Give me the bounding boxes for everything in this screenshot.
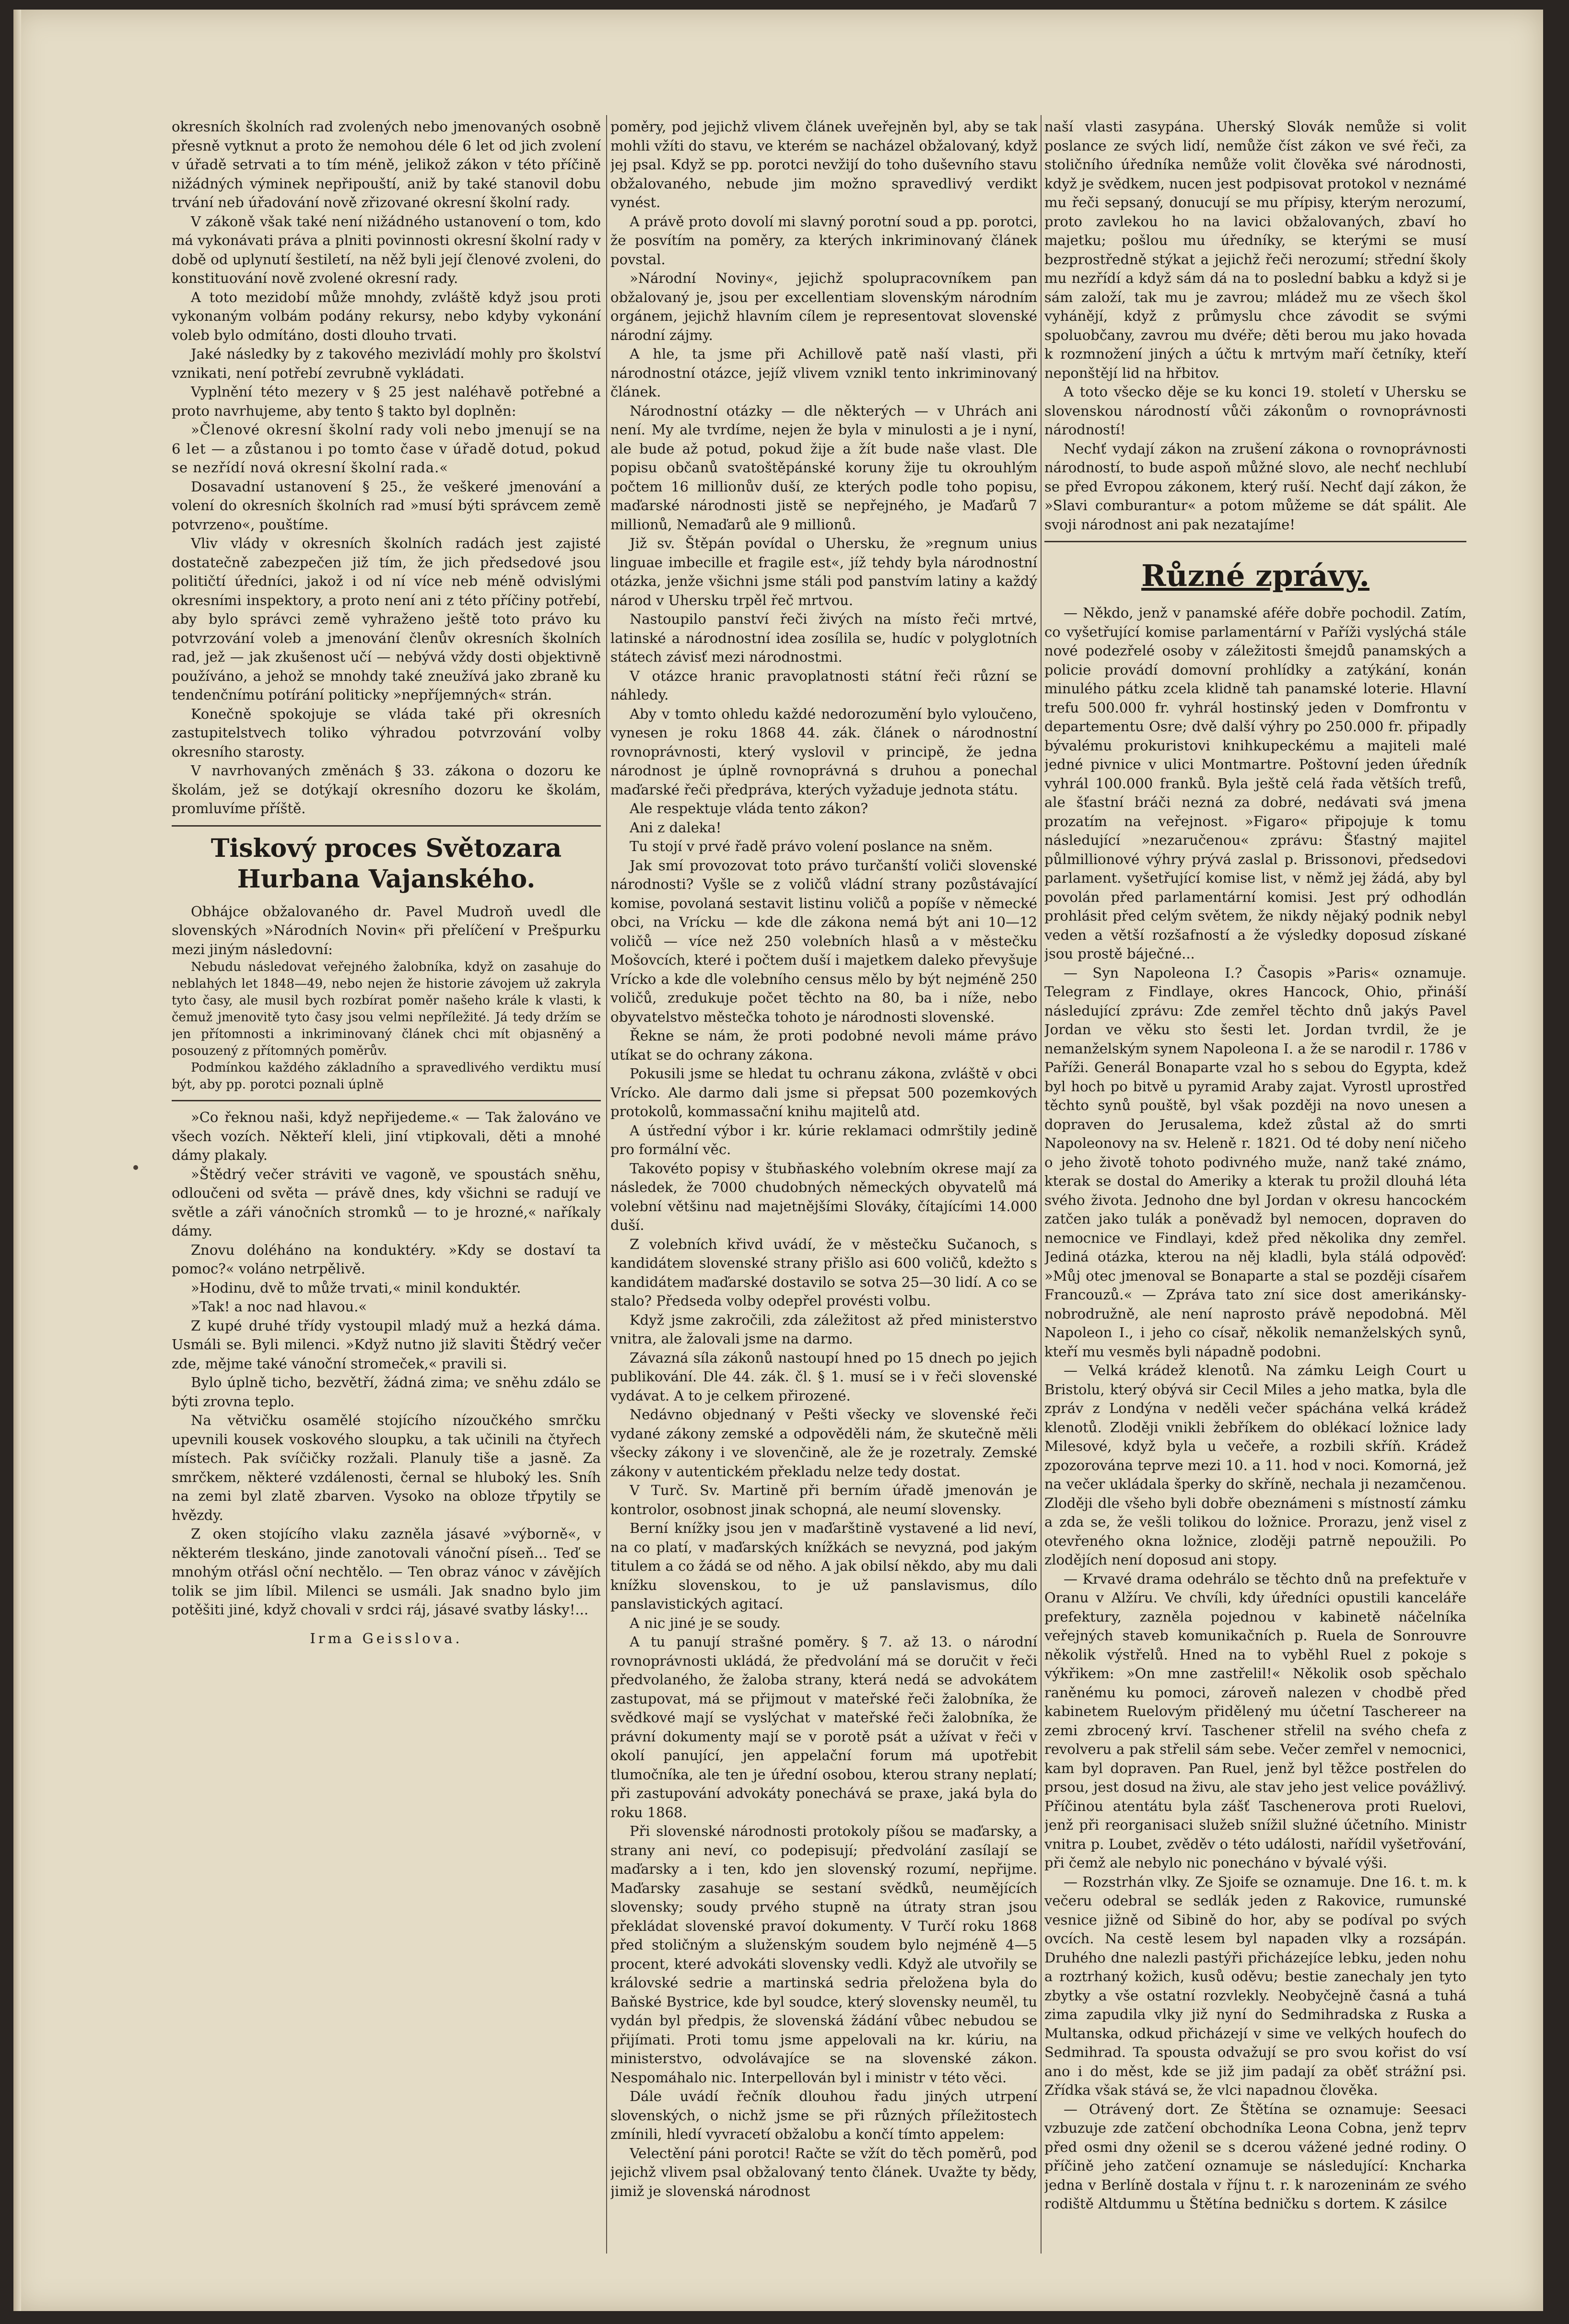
paragraph: Velectění páni porotci! Račte se vžít do těch poměrů, pod jejichž vlivem psal obžalovaný tento článek. Uvažte ty bědy, jimiž je slovenská národnost: [610, 2145, 1037, 2199]
news-item: — Krvavé drama odehrálo se těchto dnů na prefektuře v Oranu v Alžíru. Ve chvíli, kdy úředníci opustili kanceláře prefektury, zazněla pojednou v kabinetě náčelníka veřejných staveb komunikačních p. Ruela de Sonrouvre několik výstřelů. Hned na to vyběhl Ruel z pokoje s výkřikem: »On mne zastřelil!« Několik osob spěchalo raněnému ku pomoci, zároveň nalezen v chodbě před kabinetem Ruelovým přidělený mu účetní Taschereer na zemi zbrocený krví. Taschener střelil na svého chefa z revolveru a pak střelil sám sebe. Večer zemřel v nemocnici, kam byl dopraven. Pan Ruel, jenž byl těžce postřelen do prsou, jest dosud na živu, ale stav jeho jest velice povážlivý. Příčinou atentátu byla zášť Taschenerova proti Ruelovi, jenž při reorganisaci služeb snížil služné účetního. Ministr vnitra p. Loubet, zvěděv o této události, nařídil vyšetřování, při čemž ale nebylo nic ponecháno v bývalé výši.: [1044, 1570, 1466, 1871]
paragraph: Konečně spokojuje se vláda také při okresních zastupitelstvech toliko výhradou potvrzování volby okresního starosty.: [172, 705, 601, 760]
paragraph: Takovéto popisy v štubňaského volebním okrese mají za následek, že 7000 chudobných německých obyvatelů má volební většinu nad majetnějšími Slováky, čítajícími 14.000 duší.: [610, 1160, 1037, 1233]
paragraph: Jak smí provozovat toto právo turčanští voliči slovenské národnosti? Vyšle se z voličů vládní strany pozůstávající komise, povolaná sestavit listinu voličů a popíše v německé obci, na Vrícku — kde dle zákona nemá být ani 10—12 voličů — více než 250 volebních hlasů a v městečku Mošovcích, které i počtem duší i majetkem daleko převyšuje Vrícko a kde dle volebního census mělo by být nejméně 250 voličů, zredukuje počet těchto na 80, ba i níže, nebo obyvatelstvo městečka tohoto je národnosti slovenské.: [610, 857, 1037, 1025]
paragraph: Ale respektuje vláda tento zákon?: [630, 800, 868, 817]
news-item: — Rozstrhán vlky. Ze Sjoife se oznamuje. Dne 16. t. m. k večeru odebral se sedlák jeden z Rakovice, rumunské vesnice jižně od Sibině do hor, aby se podíval po svých ovcích. Na cestě lesem byl napaden vlky a rozsápán. Druhého dne nalezli pastýři přicházejíce lebku, jeden nohu a roztrhaný kožich, kusů oděvu; bestie zanechaly jen tyto zbytky a vše ostatní rozvlekly. Neobyčejně časná a tuhá zima zapudila vlky již nyní do Sedmihradska z Ruska a Multanska, odkud přicházejí v sime ve velkých houfech do Sedmihrad. Ta spousta odvažují se pro svou kořist do vsí ano i do měst, kde se již jim padají za oběť strážní psi. Zřídka však stává se, že vlci napadnou člověka.: [1044, 1873, 1466, 2098]
paragraph: Dále uvádí řečník dlouhou řadu jiných utrpení slovenských, o nichž jsme se při různých příležitostech zmínili, hledí vyvracetí obžalobu a končí tímto appelem:: [610, 2088, 1037, 2142]
paragraph: Řekne se nám, že proti podobné nevoli máme právo utíkat se do ochrany zákona.: [610, 1028, 1037, 1063]
paragraph: Nedávno objednaný v Pešti všecky ve slovenské řeči vydané zákony zemské a odpověděli nám, že skutečně měli všecky zákony i ve slovenčině, ale že je rozetraly. Zemské zákony v autentickém překladu nelze tedy dostat.: [610, 1406, 1037, 1480]
paragraph: Tu stojí v prvé řadě právo volení poslance na sněm.: [630, 838, 993, 854]
section-rule: [1044, 541, 1466, 542]
page-mark: [133, 1165, 138, 1170]
paragraph: V zákoně však také není nižádného ustanovení o tom, kdo má vykonávati práva a plniti povinnosti okresní školní rady v době od uplynutí šestiletí, na něž byli její členové zvoleni, do konstituování nově zvolené okresní rady.: [172, 213, 601, 286]
paragraph: Berní knížky jsou jen v maďarštině vystavené a lid neví, na co platí, v maďarských knížkách se nevyzná, pod jakým titulem a co žádá se od něho. A jak obilsí někdo, aby mu dali knížku slovenskou, to je už panslavismus, dílo panslavistických agitací.: [610, 1520, 1037, 1612]
paragraph: V Turč. Sv. Martině při berním úřadě jmenován je kontrolor, osobnost jinak schopná, ale neumí slovensky.: [610, 1482, 1037, 1518]
paragraph: A nic jiné je se soudy.: [630, 1614, 781, 1631]
page-edge: [13, 10, 21, 2311]
paragraph: »Členové okresní školní rady voli nebo jmenují se na 6 let — a zůstanou i po tomto čase v úřadě dotud, pokud se nezřídí nová okresní školní rada.«: [172, 421, 601, 476]
paragraph: Již sv. Štěpán povídal o Uhersku, že »regnum unius linguae imbecille et fragile est«, jíž tehdy byla národnostní otázka, jenže všichni jsme stáli pod panstvím latiny a každý národ v Uhersku trpěl řeč mrtvou.: [610, 535, 1037, 608]
story-paragraph: Z kupé druhé třídy vystoupil mladý muž a hezká dáma. Usmáli se. Byli milenci. »Když nutno již slaviti Štědrý večer zde, mějme také vánoční stromeček,« pravili si.: [172, 1317, 601, 1372]
story-paragraph: »Co řeknou naši, když nepřijedeme.« — Tak žalováno ve všech vozích. Někteří kleli, jiní vtipkovali, děti a mnohé dámy plakaly.: [172, 1109, 601, 1163]
paragraph: okresních školních rad zvolených nebo jmenovaných osobně přesně vytknut a proto že nemohou déle 6 let od jich zvolení v úřadě setrvati a to tím méně, jelikož zákon v této příčině nižádných výminek nepřipouští, aniž by také stanovil dobu trvání neb úřadování nově zřizované okresní školní rady.: [172, 118, 601, 210]
paragraph: Pokusili jsme se hledat tu ochranu zákona, zvláště v obci Vrícko. Ale darmo dali jsme si přepsat 500 pozemkových protokolů, kommassační knihu majitelů atd.: [610, 1065, 1037, 1120]
paragraph: Aby v tomto ohledu každé nedorozumění bylo vyloučeno, vynesen je roku 1868 44. zák. článek o národnostní rovnoprávnosti, který vyslovil v principě, že jedna národnost je úplně rovnoprávná s druhou a ponechal maďarské řeči předpráva, kterých vyžaduje jednota státu.: [610, 705, 1037, 798]
paragraph: Dosavadní ustanovení § 25., že veškeré jmenování a volení do okresních školních rad »musí býti správcem země potvrzeno«, pouštíme.: [172, 478, 601, 533]
news-item: — Otrávený dort. Ze Štětína se oznamuje: Seesaci vzbuzuje zde zatčení obchodníka Leona Cobna, jenž teprv před osmi dny oženil se s dcerou vážené jedné rodiny. O příčině jeho zatčení oznamuje se následující: Kncharka jedna v Berlíně dostala v říjnu t. r. k narozeninám ze svého rodiště Altdummu u Štětína bedničku s dortem. K zásilce: [1044, 2101, 1466, 2212]
paragraph: A tu panují strašné poměry. § 7. až 13. o národní rovnoprávnosti ukládá, že předvolání má se doručit v řeči předvolaného, že žaloba strany, která nedá se advokátem zastupovat, má se přijmout v mateřské řeči žalobníka, že svědkové mají se vyslýchat v mateřské řeči žalobníka, že právní dokumenty mají se v porotě psát a užívat v řeči v okolí panující, jen appelační forum má upotřebit tlumočníka, ale ten je úřední osobou, kterou strany neplatí; při zastupování advokáty ponechává se praxe, jaká byla do roku 1868.: [610, 1634, 1037, 1821]
news-item: — Velká krádež klenotů. Na zámku Leigh Court u Bristolu, který obývá sir Cecil Miles a jeho matka, byla dle zpráv z Londýna v neděli večer spáchána velká krádež klenotů. Zloději vnikli žebříkem do oblékací ložnice lady Milesové, když byla u večeře, a rozbili skříň. Krádež zpozorována teprve mezi 10. a 11. hod v noci. Komorná, jež na večer ukládala šperky do skříně, nechala ji nezamčenou. Zloději dle všeho byli dobře obeznámeni s místností zámku a zda se, že vešli tolikou do ložnice. Prorazu, jenž visel z otevřeného okna ložnice, zloději patrně nepoužili. Po zlodějích není doposud ani stopy.: [1044, 1362, 1466, 1568]
paragraph: Nebudu následovat veřejného žalobníka, když on zasahuje do neblahých let 1848—49, nebo nejen že historie závojem už zakryla tyto časy, ale musil bych rozbírat poměr našeho krále k vlasti, k čemuž jmenovitě tyto časy jsou velmi nepříležité. Já tedy držím se jen přítomnosti a inkriminovaný článek chci mít objasněný a posouzený z přítomných poměrův.: [172, 960, 601, 1058]
news-item: — Syn Napoleona I.? Časopis »Paris« oznamuje. Telegram z Findlaye, okres Hancock, Ohio, přináší následující zprávu: Zde zemřel těchto dnů jakýs Pavel Jordan ve věku sto šesti let. Jordan tvrdil, že je nemanželským synem Napoleona I. a že se narodil r. 1786 v Paříži. Generál Bonaparte vzal ho s sebou do Egypta, kdež byl hoch po bitvě u pyramid Araby zajat. Vyrostl uprostřed těchto synů pouště, byl však později na novo unesen a dopraven do Jerusalema, kdež zůstal až do smrti Napoleonovy na sv. Heleně r. 1821. Od té doby není ničeho o jeho životě tohoto podivného muže, nanž také známo, kterak se dostal do Ameriky a kterak tu prožil dlouhá léta svého života. Jednoho dne byl Jordan v okresu hancockém zatčen jako tulák a poněvadž byl nemocen, dopraven do nemocnice ve Findlayi, kdež před několika dny zemřel. Jediná otázka, kterou na něj kladli, byla stálá odpověď: »Můj otec jmenoval se Bonaparte a stal se později císařem Francouzů.« — Zpráva tato zní sice dost amerikánsky-nobrodružně, ale není naprosto právě nepodobná. Měl Napoleon I., i jeho co císař, několik nemanželských synů, kteří mu vesměs byli nápadně podobni.: [1044, 964, 1466, 1360]
paragraph: A hle, ta jsme při Achillově patě naší vlasti, při národnostní otázce, jejíž vlivem vznikl tento inkriminovaný článek.: [610, 346, 1037, 400]
column-1: [172, 117, 601, 2275]
news-item: — Někdo, jenž v panamské aféře dobře pochodil. Zatím, co vyšetřující komise parlamentární v Paříži vyslýchá stále nové podezřelé osoby v záležitosti šmejdů panamských a policie provádí domovní prohlídky a zatýkání, konán minulého pátku zcela klidně tah panamské loterie. Hlavní trefu 500.000 fr. vyhrál hostinský jeden v Domfrontu v departementu Osre; dvě další výhry po 250.000 fr. připadly bývalému prokuristovi knihkupeckému a majiteli malé jedné pivnice v ulici Montmartre. Poštovní jeden úředník vyhrál 100.000 franků. Byla ještě celá řada větších trefů, ale šťastní bráči nezná za dobré, nedávati svá jmena prozatím na veřejnost. »Figaro« připojuje k tomu následující »nezaručenou« zprávu: Šťastný majitel půlmillionové výhry prývá zaslal p. Brissonovi, předsedovi parlament. vyšetřující komise list, v němž jej žádá, aby byl povolán před parlamentární komisi. Jest prý odhodlán prohlásit před celým světem, že nikdy nějaký podnik nebyl veden a větší rozšafností a že výsledky doposud získané jsou prostě báječné...: [1044, 605, 1466, 962]
story-paragraph: Znovu doléháno na konduktéry. »Kdy se dostaví ta pomoc?« voláno netrpělivě.: [172, 1241, 601, 1277]
paragraph: »Národní Noviny«, jejichž spolupracovníkem pan obžalovaný je, jsou per excellentiam slovenským národním orgánem, jejichž hlavním cílem je representovat slovenské národní zájmy.: [610, 270, 1037, 343]
section-title: Různé zprávy.: [1141, 558, 1370, 593]
paragraph: Ani z daleka!: [630, 819, 722, 836]
paragraph: Národnostní otázky — dle některých — v Uhrách ani není. My ale tvrdíme, nejen že byla v minulosti a je i nyní, ale bude až potud, pokud žije a žít bude naše vlast. Dle popisu občanů svatoštěpánské koruny žije tu okrouhlým počtem 16 millionův duší, ze kterých podle toho popisu, maďarské národnosti jistě se nepřejného, je Maďarů 7 millionů, Nemaďarů ale 9 millionů.: [610, 402, 1037, 533]
story-paragraph: »Hodinu, dvě to může trvati,« minil konduktér.: [191, 1279, 521, 1296]
story-paragraph: »Štědrý večer stráviti ve vagoně, ve spoustách sněhu, odloučeni od světa — právě dnes, kdy všichni se radují ve světle a záři vánočních stromků — to je hrozné,« naříkaly dámy.: [172, 1166, 601, 1239]
paragraph: Jaké následky by z takového mezivládí mohly pro školství vznikati, není potřebí zevrubně vykládati.: [172, 346, 601, 381]
paragraph: A toto všecko děje se ku konci 19. století v Uhersku se slovenskou národností vůči zákonům o rovnoprávnosti národností!: [1044, 384, 1466, 438]
newspaper-page: [13, 10, 1543, 2311]
paragraph: Podmínkou každého základního a spravedlivého verdiktu musí být, aby pp. porotci poznali úplně: [172, 1061, 601, 1092]
paragraph: poměry, pod jejichž vlivem článek uveřejněn byl, aby se tak mohli vžíti do stavu, ve kterém se nacházel obžalovaný, když jej psal. Když se pp. porotci nevžijí do toho duševního stavu obžalovaného, nebude jim možno spravedlivý verdikt vynést.: [610, 118, 1037, 210]
paragraph: Nechť vydají zákon na zrušení zákona o rovnoprávnosti národností, to bude aspoň můžné slovo, ale nechť nechlubí se před Evropou zákonem, který ruší. Nechť dají zákon, že »Slavi comburantur« a potom můžeme se dát spálit. Ale svoji národnost ani pak nezatajíme!: [1044, 440, 1466, 533]
article-title: Tiskový proces Světozara Hurbana Vajanského.: [211, 833, 562, 894]
story-paragraph: Na větvičku osamělé stojícího nízoučkého smrčku upevnili kousek voskového sloupku, a tak učinili na čtyřech místech. Pak svíčičky rozžali. Planuly tiše a jasně. Za smrčkem, některé vzdálenosti, černal se hluboký les. Sníh na zemi byl zlatě zbarven. Vysoko na obloze třpytily se hvězdy.: [172, 1412, 601, 1523]
paragraph: Vyplnění této mezery v § 25 jest naléhavě potřebné a proto navrhujeme, aby tento § takto byl doplněn:: [172, 384, 601, 419]
paragraph: Při slovenské národnosti protokoly píšou se maďarsky, a strany ani neví, co podepisují; předvolání zasílají se maďarsky a i ten, kdo jen slovenský rozumí, nepřijme. Maďarsky zasahuje se sestaní svědků, neumějících slovensky; soudy prvého stupně na útraty stran jsou překládat slovenské pravoí dokumenty. V Turčí roku 1868 před stoličným a služenským soudem bylo nejméně 4—5 procent, které advokáti slovensky vedli. Když ale utvořily se královské sedrie a martinská sedria přeložena byla do Baňské Bystrice, kde byl soudce, který slovensky neuměl, tu vydán byl předpis, že slovenská žádání vůbec nebudou se přijímati. Proti tomu jsme appelovali na kr. kúriu, na ministerstvo, odvolávajíce se na slovenské zákon. Nespomáhalo nic. Interpellován byl i ministr v této věci.: [610, 1823, 1037, 2086]
paragraph: Když jsme zakročili, zda záležitost až před ministerstvo vnitra, ale žalovali jsme na darmo.: [610, 1311, 1037, 1347]
paragraph: Závazná síla zákonů nastoupí hned po 15 dnech po jejich publikování. Dle 44. zák. čl. § 1. musí se i v řeči slovenské vydávat. A to je celkem přirozené.: [610, 1349, 1037, 1404]
paragraph: A právě proto dovolí mi slavný porotní soud a pp. porotci, že posvítím na poměry, za kterých inkriminovaný článek povstal.: [610, 213, 1037, 268]
paragraph: A toto mezidobí může mnohdy, zvláště když jsou proti vykonaným volbám podány rekursy, nebo kdyby vykonání voleb bylo odmítáno, dosti dlouho trvati.: [172, 289, 601, 343]
paragraph: V otázce hranic pravoplatnosti státní řeči různí se náhledy.: [610, 667, 1037, 703]
paragraph: A ústřední výbor i kr. kúrie reklamaci odmrštily jedině pro formální věc.: [610, 1122, 1037, 1157]
column-2: [610, 117, 1037, 2266]
section-rule: [172, 825, 601, 827]
story-paragraph: Z oken stojícího vlaku zazněla jásavé »výborně«, v některém tleskáno, jinde zanotovali vánoční píseň... Teď se mnohým otřásl oční nechtělo. — Ten obraz vánoc v závějích tolik se jim líbil. Milenci se usmáli. Jak snadno bylo jim potěšiti jiné, když chovali v srdci ráj, jásavé svatby lásky!...: [172, 1526, 601, 1618]
column-3: [1044, 117, 1466, 2256]
column-divider: [606, 115, 607, 2254]
column-divider: [1041, 115, 1042, 2254]
signature: Irma Geisslova.: [310, 1630, 463, 1647]
paragraph: Vliv vlády v okresních školních radách jest zajisté dostatečně zabezpečen již tím, že jich předsedové jsou političtí úředníci, jakož i od ní více neb méně odvislými okresními inspektory, a proto není ani z této příčiny potřebí, aby bylo správci země vyhraženo ještě toto právo ku potvrzování voleb a jmenování členův okresních školních rad, jež — jak zkušenost učí — nebývá vždy dosti objektivně používáno, a jehož se mnohdy také zneužívá jako zbraně ku tendenčnímu potírání politicky »nepříjemných« strán.: [172, 535, 601, 703]
story-paragraph: Bylo úplně ticho, bezvětří, žádná zima; ve sněhu zdálo se býti zrovna teplo.: [172, 1374, 601, 1410]
paragraph: Z volebních křivd uvádí, že v městečku Sučanoch, s kandidátem slovenské strany přišlo asi 600 voličů, kdežto s kandidátem maďarské dostavilo se sotva 25—30 lidí. A co se stalo? Předseda volby odepřel provésti volbu.: [610, 1236, 1037, 1309]
paragraph: Nastoupilo panství řeči živých na místo řeči mrtvé, latinské a národnostní idea zosílila se, hudíc v polyglotních státech závisť mezi národnostmi.: [610, 611, 1037, 665]
paragraph: naší vlasti zasypána. Uherský Slovák nemůže si volit poslance ze svých lidí, nemůže číst zákon ve své řeči, za stoličního úředníka nemůže volit člověka své národnosti, když je svědkem, nucen jest podpisovat protokol v neznámé mu řeči sepsaný, donucují se mu přípisy, kterým nerozumí, proto zavlekou ho na lavici obžalovaných, zbaví ho majetku; pošlou mu úředníky, se kterými se musí bezprostředně stýkat a jejichž řeči nerozumí; střední školy mu nezřídí a když sám dá na to poslední babku a když si je sám založí, tak mu je zavrou; mládež mu ze všech škol vyhánějí, když z průmyslu chce závodit se svými spoluobčany, zavrou mu dvéře; děti berou mu jako hovada k rozmnožení jiných a účtu k mrtvým maří četníky, kteří neponštějí lid na hřbitov.: [1044, 118, 1466, 381]
story-paragraph: »Tak! a noc nad hlavou.«: [191, 1298, 367, 1315]
paragraph: V navrhovaných změnách § 33. zákona o dozoru ke školám, jež se dotýkají okresního dozoru ke školám, promluvíme příště.: [172, 762, 601, 817]
section-rule: [172, 1100, 601, 1101]
paragraph: Obhájce obžalovaného dr. Pavel Mudroň uvedl dle slovenských »Národních Novin« při přelíčení v Prešpurku mezi jiným následovní:: [172, 903, 601, 958]
